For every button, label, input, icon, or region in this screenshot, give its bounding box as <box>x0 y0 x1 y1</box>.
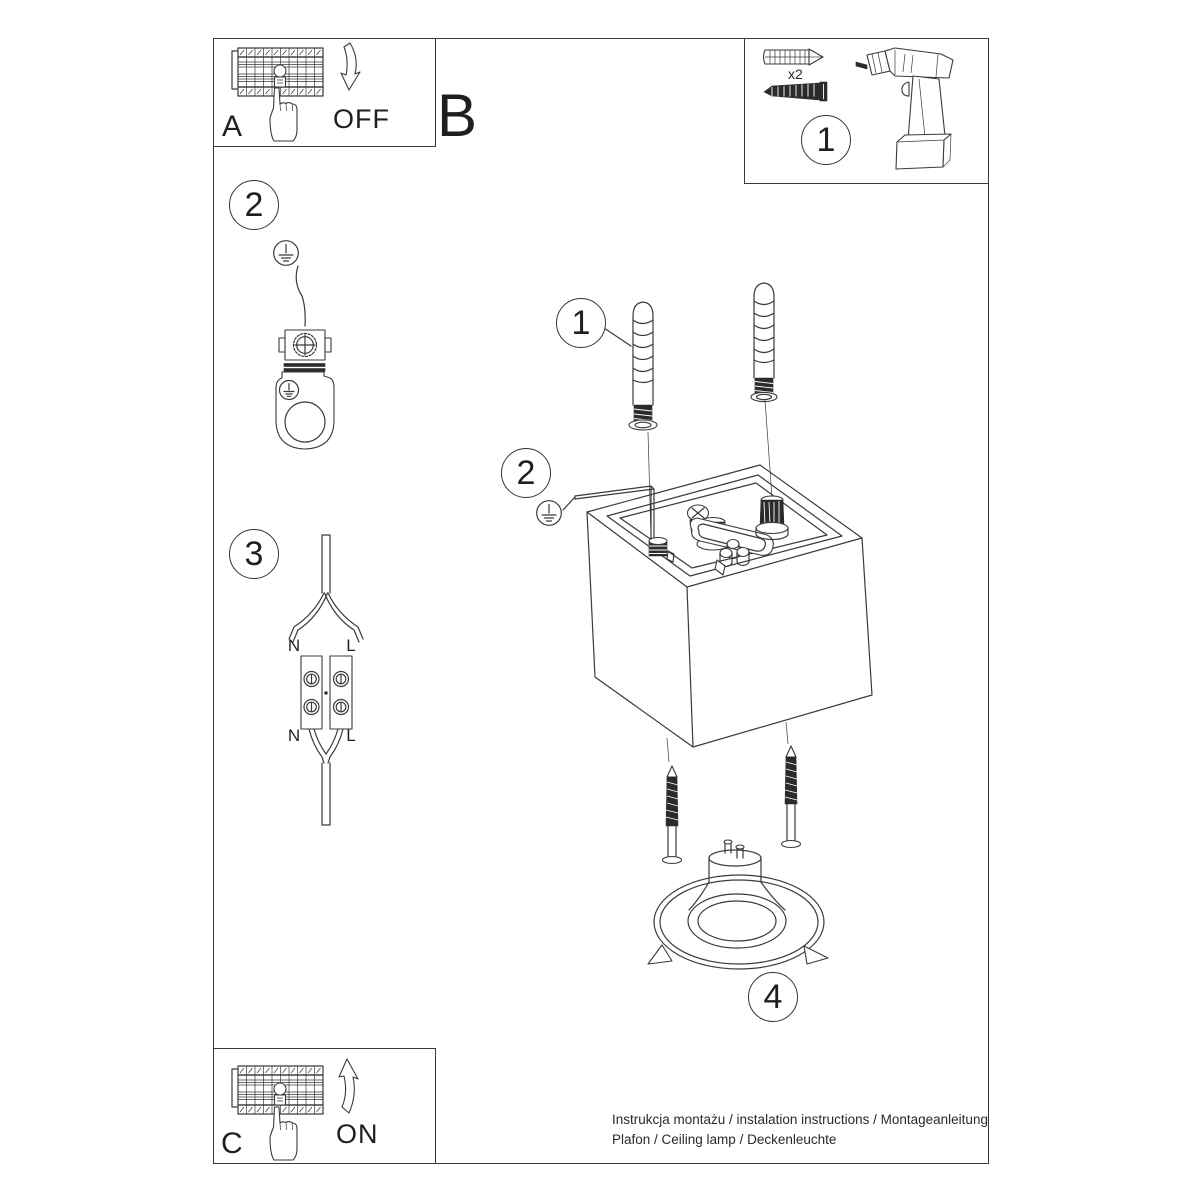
anchor-count-label: x2 <box>788 66 803 82</box>
callout-ground-number: 2 <box>516 454 536 492</box>
tools-illustration <box>745 38 988 183</box>
callout-bulb-number: 4 <box>763 978 783 1016</box>
callout-ground <box>501 448 551 498</box>
callout-mains-number: 3 <box>244 535 264 573</box>
power-on-text: ON <box>336 1119 379 1149</box>
gu10-bulb <box>688 840 786 948</box>
label-neutral-bottom: N <box>287 726 301 745</box>
callout-ground-left <box>229 180 279 230</box>
mounting-bracket <box>276 372 334 449</box>
footer-captions <box>612 1110 992 1150</box>
label-neutral-top: N <box>287 636 301 655</box>
screw-icon <box>764 82 827 101</box>
cube-interior <box>649 496 788 575</box>
footer-line-instructions: Instrukcja montażu / instalation instructions / Montageanleitung <box>612 1112 988 1127</box>
assembly-illustration <box>480 270 910 1030</box>
ground-symbol-icon <box>535 499 563 527</box>
curved-arrow-down-icon <box>341 43 360 90</box>
panel-breaker-off <box>213 38 436 147</box>
callout-anchor-leader <box>604 328 631 346</box>
ground-terminal-illustration <box>260 262 350 462</box>
callout-tools-number: 1 <box>816 121 836 159</box>
cordless-drill-icon <box>856 48 953 169</box>
callout-tools <box>801 115 851 165</box>
callout-bulb <box>748 972 798 1022</box>
mounting-screw-right <box>782 746 801 848</box>
panel-a-label: A <box>222 110 243 143</box>
section-b-label: B <box>437 82 478 149</box>
callout-ground-left-number: 2 <box>244 186 264 224</box>
breaker-on-illustration <box>213 1049 435 1163</box>
curved-arrow-up-icon <box>339 1059 358 1113</box>
panel-c-label: C <box>221 1127 243 1160</box>
footer-line-product: Plafon / Ceiling lamp / Deckenleuchte <box>612 1132 837 1147</box>
rotation-arrows-icon <box>648 875 828 969</box>
hand-icon <box>270 1107 297 1160</box>
ground-wire <box>296 266 305 326</box>
panel-tools <box>744 38 988 184</box>
wall-plug-icon <box>764 49 824 65</box>
callout-anchors-number: 1 <box>571 304 591 342</box>
wall-plug-right <box>751 283 777 402</box>
power-off-text: OFF <box>333 104 390 134</box>
fixture-cable <box>309 729 343 825</box>
supply-cable <box>289 535 363 642</box>
cube-fixture <box>587 465 872 747</box>
callout-anchors <box>556 298 606 348</box>
terminal-block <box>301 656 352 729</box>
panel-breaker-on <box>213 1048 436 1163</box>
mains-wiring-illustration <box>270 530 385 830</box>
mounting-screw-left <box>663 766 682 864</box>
breaker-off-illustration <box>213 38 435 146</box>
label-live-bottom: L <box>346 726 356 745</box>
label-live-top: L <box>346 636 356 655</box>
ground-terminal-block <box>279 330 331 372</box>
wall-plug-left <box>629 302 657 430</box>
